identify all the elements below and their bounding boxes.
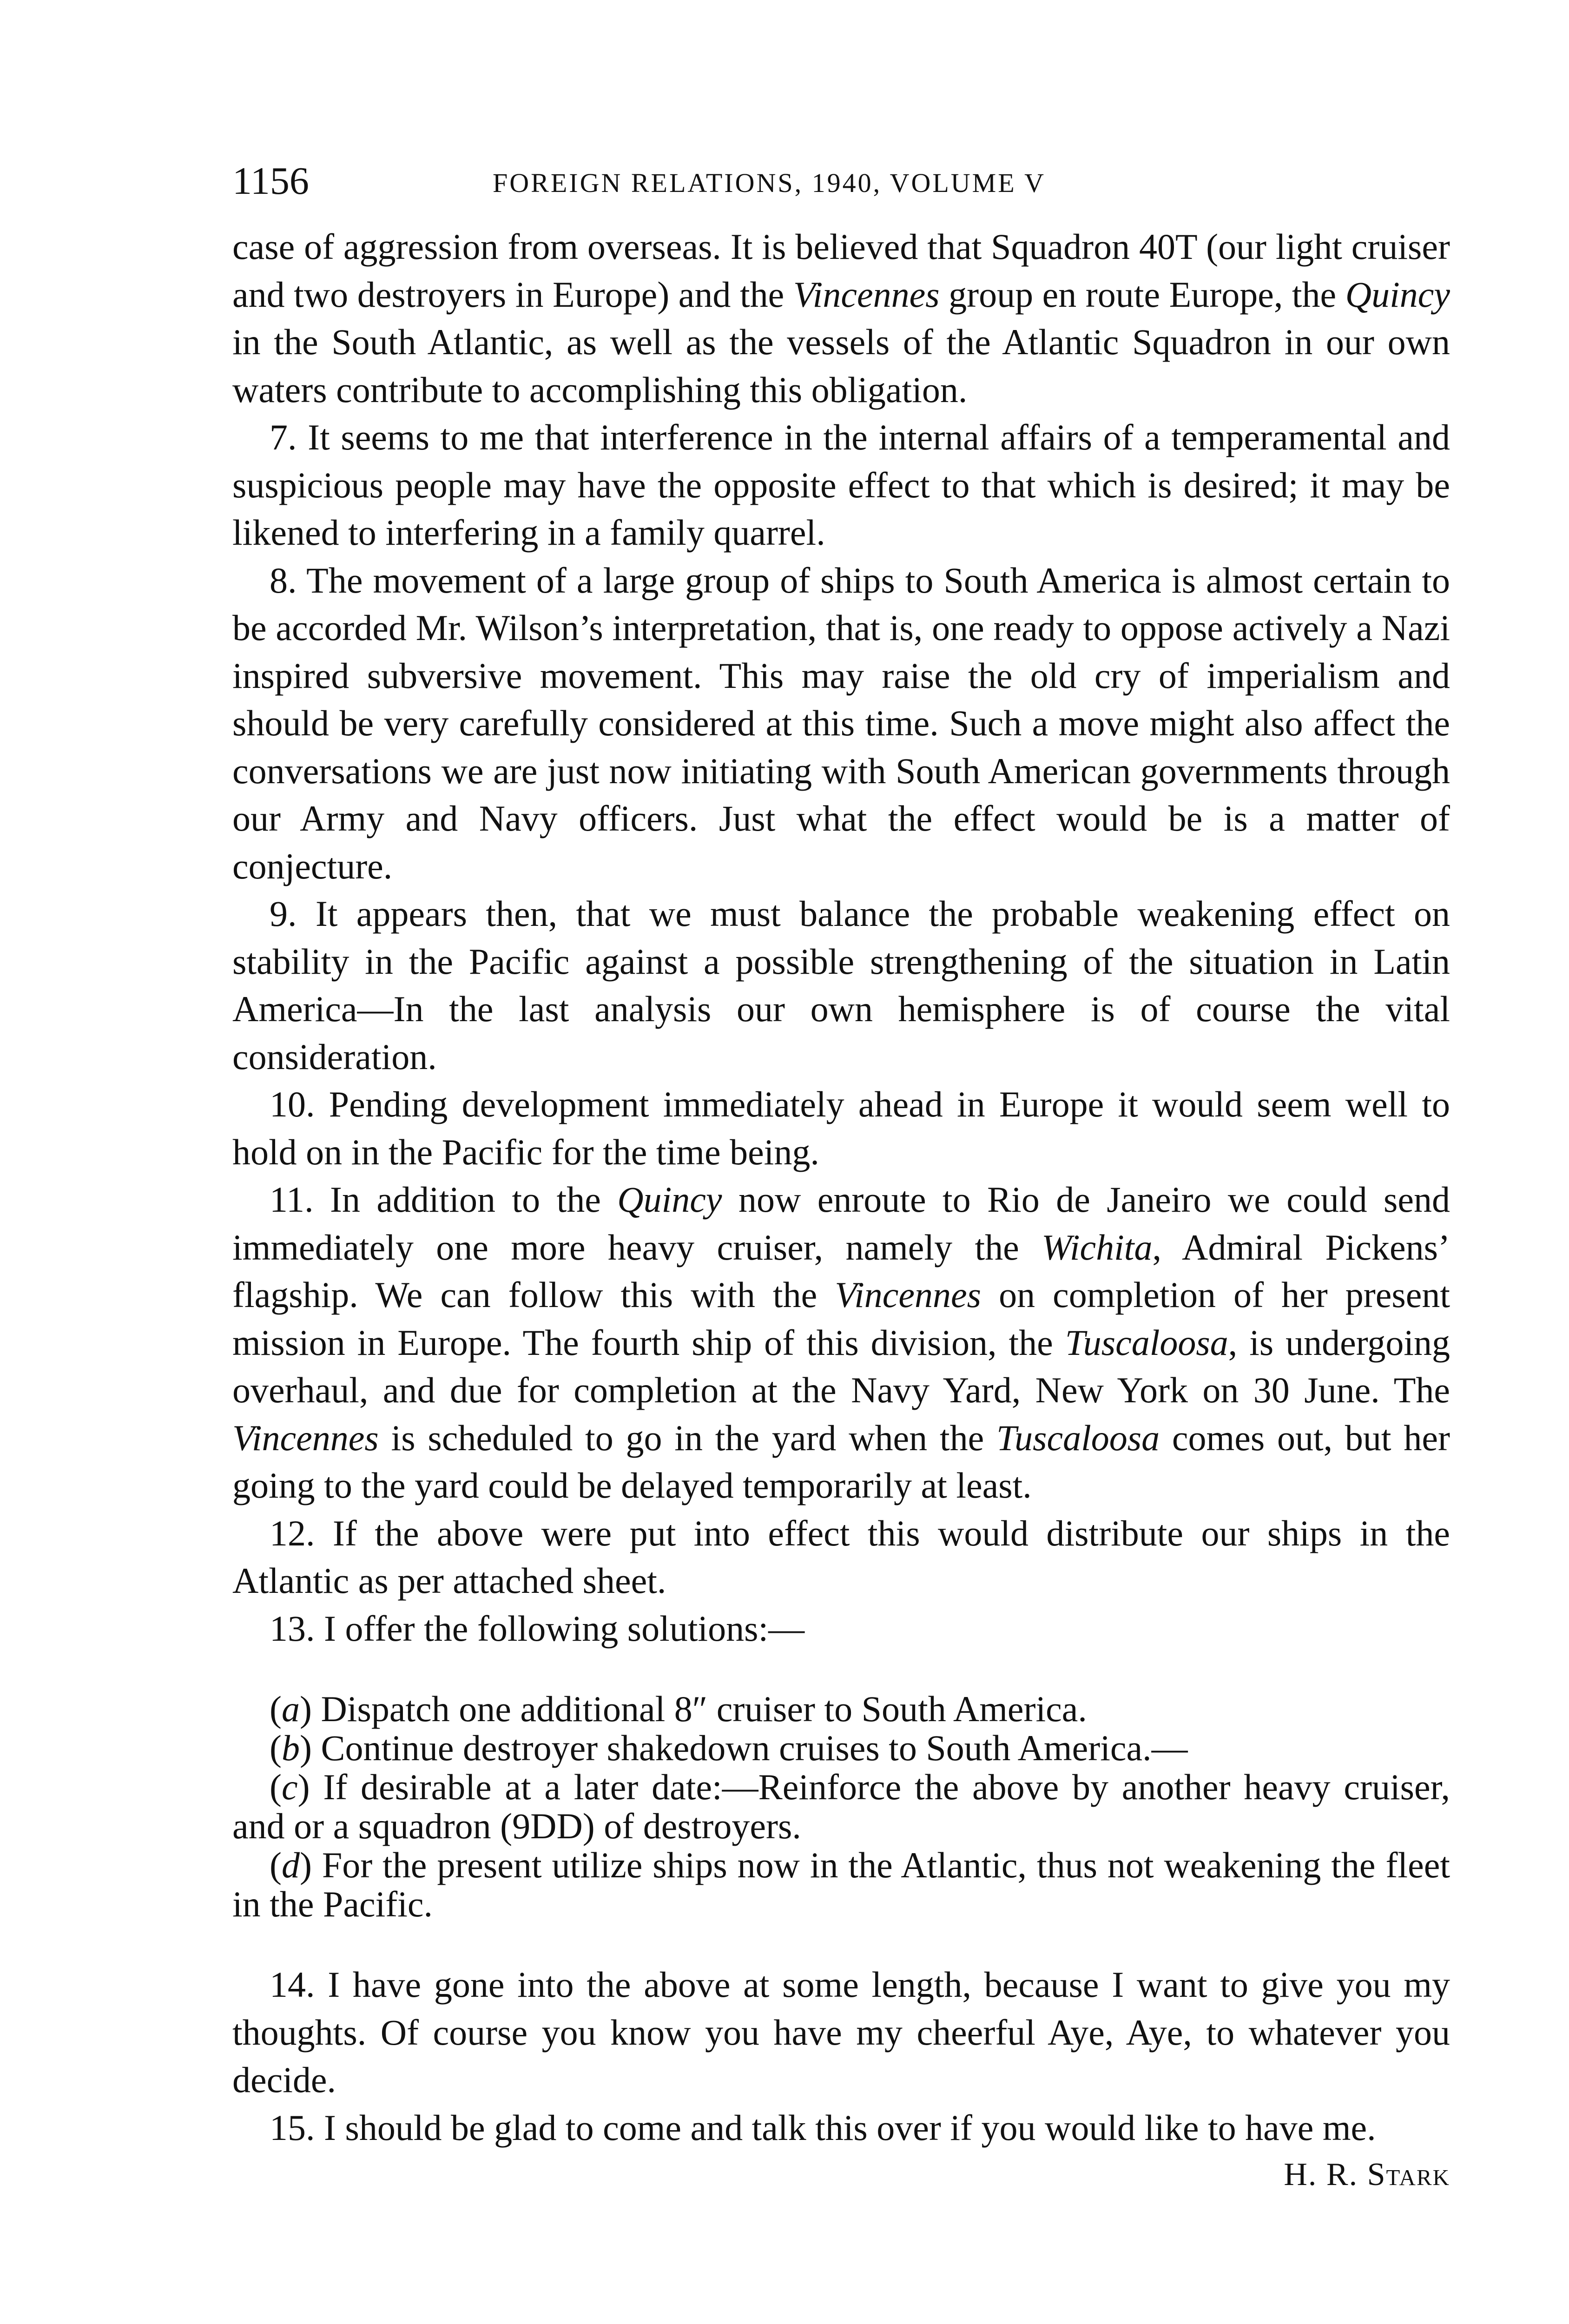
text-run: (: [270, 1689, 282, 1729]
solution-a: [232, 1690, 1450, 1729]
paragraph-continued: [232, 223, 1450, 414]
page-header: [232, 158, 1450, 223]
text-run: 14. I have gone into the above at some length, because I want to give you my thoughts. Of course you know you have my cheerful Aye, Aye, to whatever you decide.: [232, 1964, 1450, 2100]
solutions-list: [232, 1690, 1450, 1924]
paragraph-8: [232, 557, 1450, 891]
text-run: (: [270, 1767, 282, 1807]
italic-text-run: b: [281, 1728, 300, 1768]
text-run: 8. The movement of a large group of ships to South America is almost certain to be accorded Mr. Wilson’s interpretation, that is, one ready to oppose actively a Nazi inspired subversive movement. This may raise the old cry of imperialism and should be very carefully considered at this time. Such a move might also affect the conversations we are just now initiating with South American governments through our Army and Navy officers. Just what the effect would be is a matter of conjecture.: [232, 560, 1450, 886]
solution-d: [232, 1846, 1450, 1924]
paragraph-9: [232, 890, 1450, 1081]
text-run: (: [270, 1845, 282, 1885]
paragraph-13: [232, 1605, 1450, 1653]
italic-text-run: Tuscaloosa: [996, 1417, 1160, 1458]
text-run: 15. I should be glad to come and talk this over if you would like to have me.: [270, 2107, 1376, 2148]
paragraph-10: [232, 1081, 1450, 1176]
text-run: 9. It appears then, that we must balance the probable weakening effect on stability in the Pacific against a possible strengthening of the situation in Latin America—In the last analysis our own hemisphere is of course the vital consideration.: [232, 893, 1450, 1077]
italic-text-run: Quincy: [617, 1179, 722, 1220]
paragraph-11: [232, 1176, 1450, 1510]
solution-b: [232, 1729, 1450, 1768]
text-run: (: [270, 1728, 282, 1768]
text-run: ) Continue destroyer shakedown cruises to South America.—: [299, 1728, 1188, 1768]
text-run: , Admiral Pickens’ flagship. We can follow this with the: [232, 1227, 1450, 1315]
text-run: is scheduled to go in the yard when the: [378, 1417, 997, 1458]
italic-text-run: d: [281, 1845, 300, 1885]
paragraph-12: [232, 1510, 1450, 1605]
document-page: [232, 158, 1450, 2198]
text-run: ) If desirable at a later date:—Reinforce the above by another heavy cruiser, and or a squadron (9DD) of destroyers.: [232, 1767, 1450, 1846]
italic-text-run: Vincennes: [793, 274, 940, 315]
running-title: FOREIGN RELATIONS, 1940, VOLUME V: [493, 168, 1046, 198]
text-run: group en route Europe, the: [939, 274, 1345, 315]
italic-text-run: Quincy: [1345, 274, 1450, 315]
italic-text-run: c: [281, 1767, 298, 1807]
paragraph-7: [232, 414, 1450, 557]
paragraph-15: [232, 2104, 1450, 2152]
text-run: ) Dispatch one additional 8″ cruiser to South America.: [299, 1689, 1087, 1729]
paragraph-14: [232, 1961, 1450, 2104]
page-number: 1156: [232, 159, 309, 203]
italic-text-run: Tuscaloosa: [1065, 1322, 1228, 1363]
text-run: now enroute to Rio de Janeiro we could send immediately one more heavy cruiser, namely the: [232, 1179, 1450, 1268]
text-run: 10. Pending development immediately ahead in Europe it would seem well to hold on in the Pacific for the time being.: [232, 1084, 1450, 1172]
italic-text-run: Wichita: [1042, 1227, 1153, 1268]
text-run: 11. In addition to the: [270, 1179, 618, 1220]
text-run: comes out, but her going to the yard could be delayed temporarily at least.: [232, 1417, 1450, 1505]
text-run: , is undergoing overhaul, and due for completion at the Navy Yard, New York on 30 June. The: [232, 1322, 1450, 1410]
text-run: in the South Atlantic, as well as the vessels of the Atlantic Squadron in our own waters contribute to accomplishing this obligation.: [232, 322, 1450, 410]
text-run: on completion of her present mission in Europe. The fourth ship of this division, the: [232, 1274, 1450, 1363]
italic-text-run: a: [281, 1689, 300, 1729]
solution-c: [232, 1768, 1450, 1846]
text-run: 7. It seems to me that interference in the internal affairs of a temperamental and suspicious people may have the opposite effect to that which is desired; it may be likened to interfering in a family quarrel.: [232, 417, 1450, 553]
signature: H. R. Stark: [1284, 2157, 1450, 2192]
italic-text-run: Vincennes: [232, 1417, 379, 1458]
italic-text-run: Vincennes: [835, 1274, 982, 1315]
text-run: 12. If the above were put into effect this would distribute our ships in the Atlantic as per attached sheet.: [232, 1512, 1450, 1601]
text-run: 13. I offer the following solutions:—: [270, 1608, 805, 1649]
text-run: case of aggression from overseas. It is believed that Squadron 40T (our light cruiser and two destroyers in Europe) and the: [232, 226, 1450, 315]
text-run: ) For the present utilize ships now in the Atlantic, thus not weakening the fleet in the Pacific.: [232, 1845, 1450, 1924]
